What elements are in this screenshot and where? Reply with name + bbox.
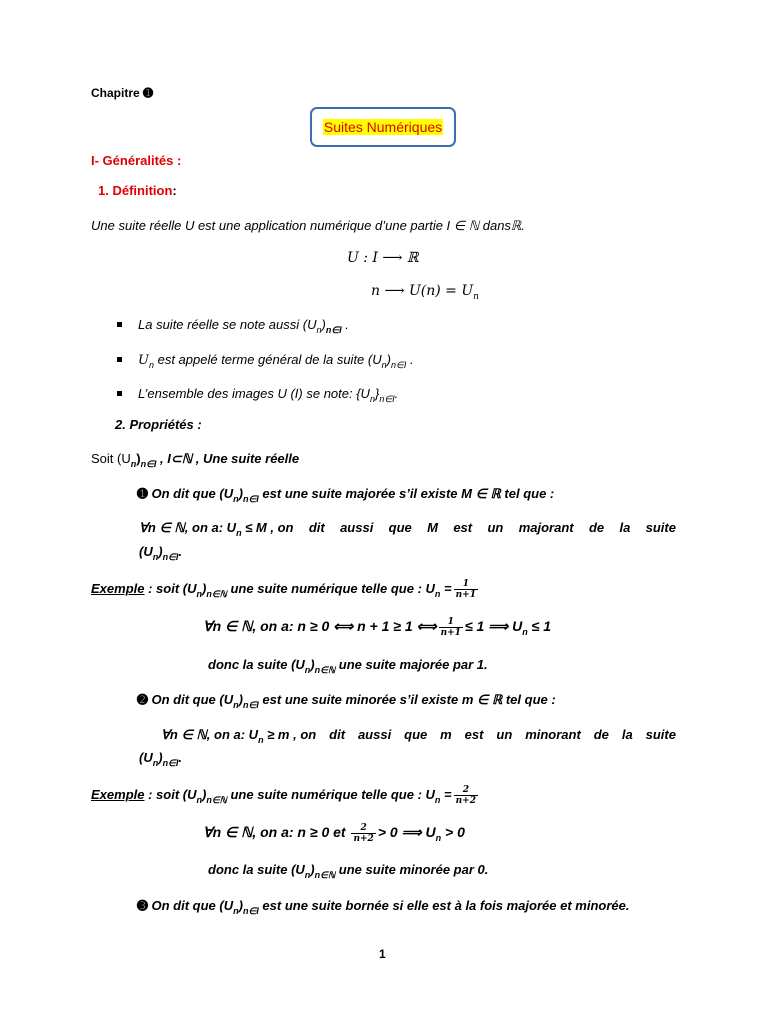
example-label: Exemple [91, 580, 145, 596]
soit-line: Soit $(U_n)_{n\in I}$ , I⊂ℕ , Une suite réelle [91, 451, 300, 469]
chapter-label: Chapitre ➊ [91, 86, 154, 100]
subsection-word: Définition [112, 183, 173, 198]
definition-text: Une suite réelle U est une application numérique d’une partie I ∈ ℕ dansℝ. [91, 218, 525, 233]
fraction: $\frac{1}{n+1}$ [455, 579, 476, 600]
mapping-line-2 [371, 283, 479, 302]
bullet-item-2: $U_n$ est appelé terme général de la suite $(U_n)_{n\in I}$ . [138, 352, 414, 370]
property-2-statement: ∀n ∈ ℕ, on a: $U_n \ge m$ , on dit aussi que m est un minorant de la suite [161, 727, 676, 745]
property-2: ➋ On dit que $(U_n)_{n\in I}$ est une suite minorée s’il existe m ∈ ℝ tel que : [137, 692, 556, 710]
fraction: $\frac{2}{n+2}$ [353, 823, 374, 844]
subsection-number: 1. [98, 183, 113, 198]
mapping-line-2-main: n ⟶ U(n) = U [371, 283, 474, 299]
example-2: Exemple : soit $(U_n)_{n\in ℕ}$ une suite numérique telle que : $U_n$ = $\frac{2}{n+2}$ [91, 785, 476, 806]
bullet-item-3: L’ensemble des images U (I) se note: $\{U_n\}_{n\in I}$. [138, 386, 399, 404]
title-box [310, 107, 456, 147]
section-heading-generalites: I- Généralités : [91, 153, 182, 168]
property-1: ➊ On dit que $(U_n)_{n\in I}$ est une suite majorée s’il existe M ∈ ℝ tel que : [137, 486, 555, 504]
page-title: Suites Numériques [323, 119, 443, 135]
example-2-conclusion: donc la suite $(U_n)_{n\in ℕ}$ une suite minorée par 0. [208, 862, 489, 880]
property-1-statement: ∀n ∈ ℕ, on a: $U_n \le M$ , on dit aussi que M est un majorant de la suite [139, 520, 676, 538]
subsection-colon: : [172, 183, 177, 198]
circled-three-icon: ➌ [137, 898, 148, 913]
example-2-math: ∀n ∈ ℕ, on a: n ≥ 0 et $\frac{2}{n+2}$ > 0 ⟹ $U_n > 0$ [203, 823, 465, 844]
bullet-item-1: La suite réelle se note aussi $(U_n)_{n\in I}$ . [138, 317, 349, 335]
property-1-continuation: $(U_n)_{n\in I}$. [139, 544, 183, 562]
mapping-line-1: U : I ⟶ ℝ [347, 250, 419, 266]
example-1-math: ∀n ∈ ℕ, on a: n ≥ 0 ⟺ n + 1 ≥ 1 ⟺ $\frac{1}{n+1}$ ≤ 1 ⟹ $U_n \le 1$ [203, 617, 552, 638]
subsection-heading-definition [98, 183, 177, 198]
example-label: Exemple [91, 786, 145, 802]
page-number: 1 [379, 947, 386, 961]
bullet-marker [117, 391, 122, 396]
bullet-marker [117, 322, 122, 327]
circled-two-icon: ➋ [137, 692, 148, 707]
subsection-heading-proprietes: 2. Propriétés : [115, 417, 202, 432]
mapping-sub: n [473, 292, 479, 302]
circled-one-icon: ➊ [137, 486, 148, 501]
property-2-continuation: $(U_n)_{n\in I}$. [139, 750, 183, 768]
fraction: $\frac{2}{n+2}$ [455, 785, 476, 806]
bullet-marker [117, 357, 122, 362]
fraction: $\frac{1}{n+1}$ [440, 617, 461, 638]
example-1: Exemple : soit $(U_n)_{n\in ℕ}$ une suite numérique telle que : $U_n$ = $\frac{1}{n+1}$ [91, 579, 476, 600]
property-3: ➌ On dit que $(U_n)_{n\in I}$ est une suite bornée si elle est à la fois majorée et minorée. [137, 898, 630, 916]
example-1-conclusion: donc la suite $(U_n)_{n\in ℕ}$ une suite majorée par 1. [208, 657, 488, 675]
